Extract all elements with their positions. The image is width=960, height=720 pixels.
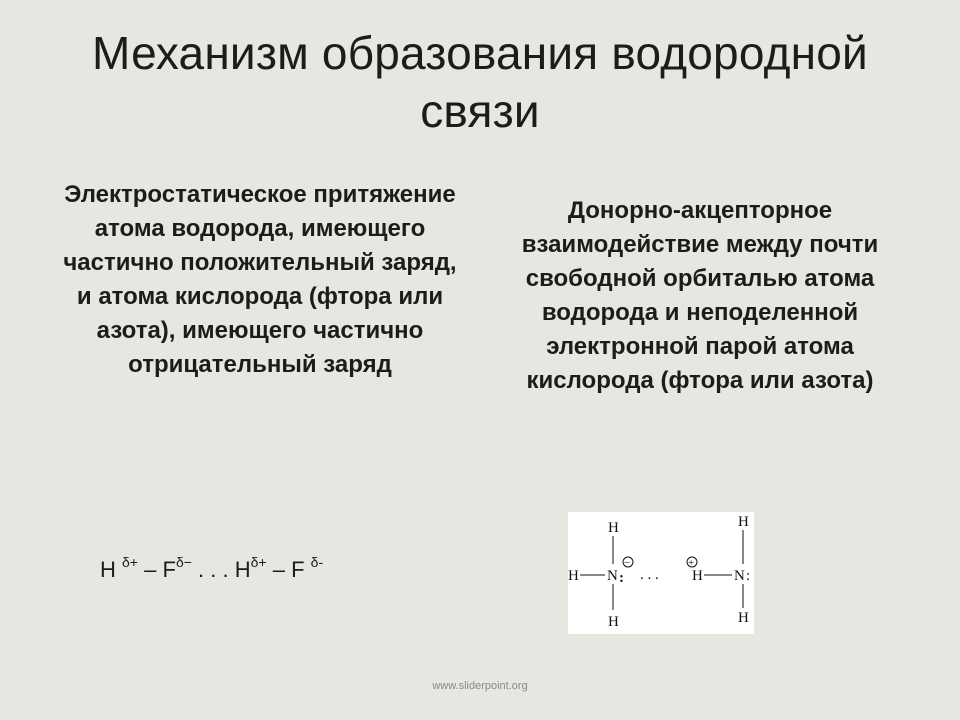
formula-f1-charge: δ− — [175, 554, 192, 570]
formula-h1: H — [100, 557, 116, 582]
ammonia-diagram-svg — [568, 512, 754, 634]
left-bottom-h: H — [608, 614, 619, 630]
formula-h2-charge: δ+ — [250, 554, 267, 570]
formula-h1-charge: δ+ — [122, 554, 138, 570]
hf-hydrogen-bond-formula — [100, 548, 430, 584]
plus-sign: + — [688, 557, 695, 569]
left-n-lone-pair: : — [619, 570, 624, 586]
minus-sign: − — [624, 557, 631, 569]
right-top-h: H — [738, 514, 749, 530]
formula-dash2: – — [272, 557, 285, 582]
formula-dash1: – — [144, 557, 157, 582]
site-footer: www.sliderpoint.org — [432, 680, 528, 692]
formula-f1: F — [162, 557, 176, 582]
right-bottom-h: H — [738, 610, 749, 626]
right-n: N — [734, 568, 745, 584]
formula-f2: F — [291, 557, 305, 582]
donor-acceptor-description: Донорно-акцепторное взаимодействие между почти свободной орбиталью атома водорода и неподеленной электронной парой атома кислорода (фтора или азота) — [521, 197, 879, 394]
left-top-h: H — [608, 520, 619, 536]
left-n: N — [607, 568, 618, 584]
formula-dots: . . . — [198, 557, 229, 582]
electrostatic-description: Электростатическое притяжение атома водорода, имеющего частично положительный заряд, и атома кислорода (фтора или азота), имеющего частично отрицательный заряд — [63, 181, 457, 378]
formula-h2: H — [234, 557, 251, 582]
slide-title: Механизм образования водородной связи — [92, 27, 868, 137]
formula-f2-charge: δ- — [310, 554, 324, 570]
bridge-h: H — [692, 568, 703, 584]
hydrogen-bond-dots: . . . — [640, 567, 659, 583]
left-h: H — [568, 568, 579, 584]
right-n-lone-pair: : — [746, 568, 751, 584]
ammonia-hydrogen-bond-diagram — [568, 512, 754, 634]
